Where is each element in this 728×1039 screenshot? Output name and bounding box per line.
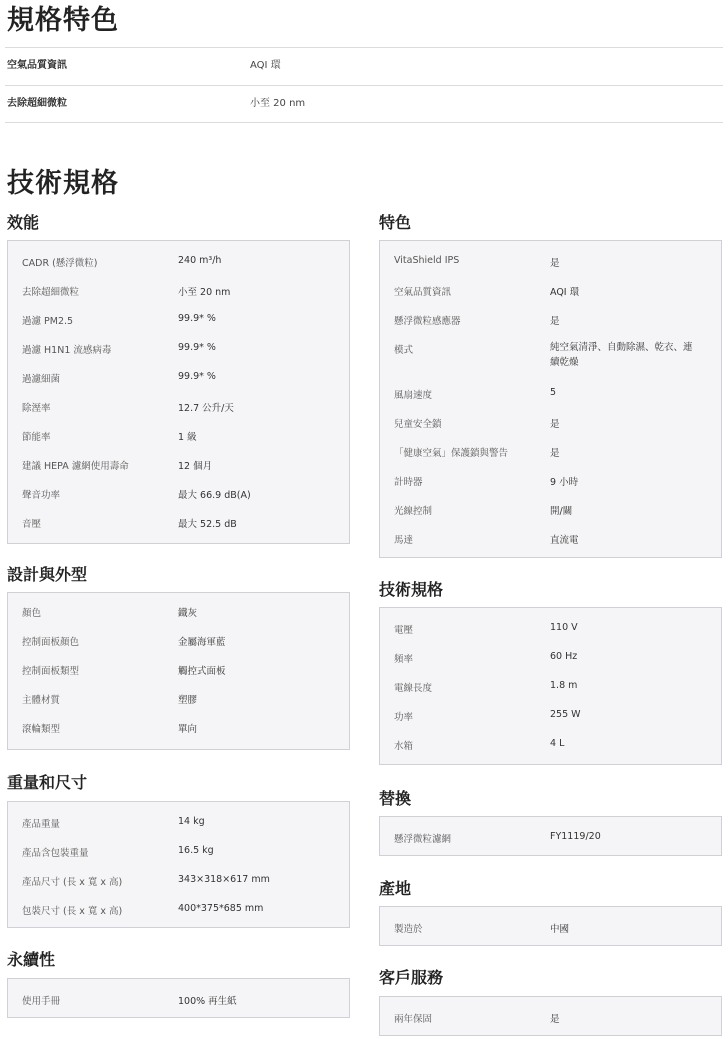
spec-label: 模式 [394, 345, 414, 356]
card-performance [7, 240, 350, 544]
highlights-title: 規格特色 [7, 5, 119, 36]
spec-value: AQI 環 [550, 287, 580, 298]
spec-label: 電線長度 [394, 683, 433, 694]
spec-label: 音壓 [22, 519, 42, 530]
spec-label: 顏色 [22, 608, 42, 619]
section-title-performance: 效能 [7, 213, 40, 232]
spec-value: 中國 [550, 924, 570, 935]
spec-value: 最大 52.5 dB [178, 519, 237, 530]
spec-value: 直流電 [550, 535, 579, 546]
spec-value: 343×318×617 mm [178, 874, 270, 885]
spec-label: 過濾細菌 [22, 374, 61, 385]
spec-value: 5 [550, 387, 557, 398]
highlight-label: 去除超細微粒 [7, 98, 67, 109]
specs-title: 技術規格 [7, 168, 119, 199]
spec-value: 240 m³/h [178, 255, 222, 266]
spec-label: 製造於 [394, 924, 423, 935]
spec-value: 4 L [550, 738, 565, 749]
spec-value: 255 W [550, 709, 581, 720]
spec-value: 110 V [550, 622, 578, 633]
spec-value: 純空氣清淨、自動除濕、乾衣、連續乾燥 [550, 342, 693, 368]
section-title-tech: 技術規格 [379, 580, 444, 599]
section-title-replacement: 替換 [379, 789, 412, 808]
spec-label: 水箱 [394, 741, 414, 752]
spec-label: 控制面板類型 [22, 666, 80, 677]
card-features [379, 240, 722, 558]
card-tech [379, 607, 722, 765]
spec-value: 塑膠 [178, 695, 198, 706]
spec-label: 空氣品質資訊 [394, 287, 452, 298]
spec-label: 產品含包裝重量 [22, 848, 89, 859]
spec-label: 懸浮微粒濾網 [394, 834, 452, 845]
spec-label: 計時器 [394, 477, 423, 488]
spec-label: 產品重量 [22, 819, 61, 830]
spec-value: 12.7 公升/天 [178, 403, 234, 414]
highlight-value: AQI 環 [250, 60, 281, 71]
highlight-row [7, 48, 723, 84]
spec-label: 「健康空氣」保護鎖與警告 [394, 448, 509, 459]
spec-value: 開/關 [550, 506, 573, 517]
spec-value: 單向 [178, 724, 198, 735]
spec-value: 是 [550, 258, 560, 269]
spec-label: 產品尺寸 (長 x 寬 x 高) [22, 877, 123, 888]
spec-value: 14 kg [178, 816, 205, 827]
section-title-origin: 產地 [379, 879, 412, 898]
spec-value: 99.9* % [178, 342, 216, 353]
spec-label: 滾輪類型 [22, 724, 61, 735]
spec-value: 1.8 m [550, 680, 578, 691]
spec-label: VitaShield IPS [394, 255, 460, 266]
spec-value: 16.5 kg [178, 845, 214, 856]
card-service [379, 996, 722, 1036]
spec-label: 使用手冊 [22, 996, 61, 1007]
divider [5, 122, 723, 123]
spec-value: 12 個月 [178, 461, 213, 472]
section-title-sustainability: 永續性 [7, 950, 56, 969]
section-title-design: 設計與外型 [7, 565, 88, 584]
section-title-features: 特色 [379, 213, 412, 232]
section-title-weight: 重量和尺寸 [7, 773, 88, 792]
spec-value: 是 [550, 419, 560, 430]
spec-label: 功率 [394, 712, 414, 723]
spec-label: 聲音功率 [22, 490, 61, 501]
spec-label: 兩年保固 [394, 1014, 433, 1025]
spec-label: 過濾 H1N1 流感病毒 [22, 345, 112, 356]
spec-label: 建議 HEPA 濾網使用壽命 [22, 461, 129, 472]
spec-label: 控制面板顏色 [22, 637, 80, 648]
spec-label: 電壓 [394, 625, 414, 636]
spec-value: 鐵灰 [178, 608, 198, 619]
spec-value: 觸控式面板 [178, 666, 226, 677]
spec-value: 99.9* % [178, 313, 216, 324]
highlight-row [7, 86, 723, 122]
spec-label: 主體材質 [22, 695, 61, 706]
spec-value: 9 小時 [550, 477, 579, 488]
spec-value: 是 [550, 316, 560, 327]
spec-value: 100% 再生紙 [178, 996, 237, 1007]
spec-value: FY1119/20 [550, 831, 601, 842]
spec-label: 風扇速度 [394, 390, 433, 401]
highlight-value: 小至 20 nm [250, 98, 306, 109]
spec-label: 光線控制 [394, 506, 433, 517]
section-title-service: 客戶服務 [379, 968, 444, 987]
spec-value: 最大 66.9 dB(A) [178, 490, 251, 501]
card-origin [379, 906, 722, 946]
card-sustainability [7, 978, 350, 1018]
spec-label: 過濾 PM2.5 [22, 316, 74, 327]
spec-label: 除溼率 [22, 403, 51, 414]
spec-label: CADR (懸浮微粒) [22, 258, 98, 269]
spec-value: 1 級 [178, 432, 197, 443]
spec-value: 60 Hz [550, 651, 578, 662]
spec-label: 包裝尺寸 (長 x 寬 x 高) [22, 906, 123, 917]
spec-label: 馬達 [394, 535, 414, 546]
spec-label: 去除超細微粒 [22, 287, 80, 298]
card-weight [7, 801, 350, 928]
card-design [7, 592, 350, 750]
spec-value: 小至 20 nm [178, 287, 231, 298]
spec-value: 是 [550, 1014, 560, 1025]
spec-value: 99.9* % [178, 371, 216, 382]
spec-value: 金屬海軍藍 [178, 637, 226, 648]
spec-value: 是 [550, 448, 560, 459]
spec-value: 400*375*685 mm [178, 903, 264, 914]
card-replacement [379, 816, 722, 856]
spec-label: 頻率 [394, 654, 414, 665]
spec-label: 節能率 [22, 432, 51, 443]
highlight-label: 空氣品質資訊 [7, 60, 67, 71]
spec-label: 兒童安全鎖 [394, 419, 442, 430]
spec-label: 懸浮微粒感應器 [394, 316, 461, 327]
